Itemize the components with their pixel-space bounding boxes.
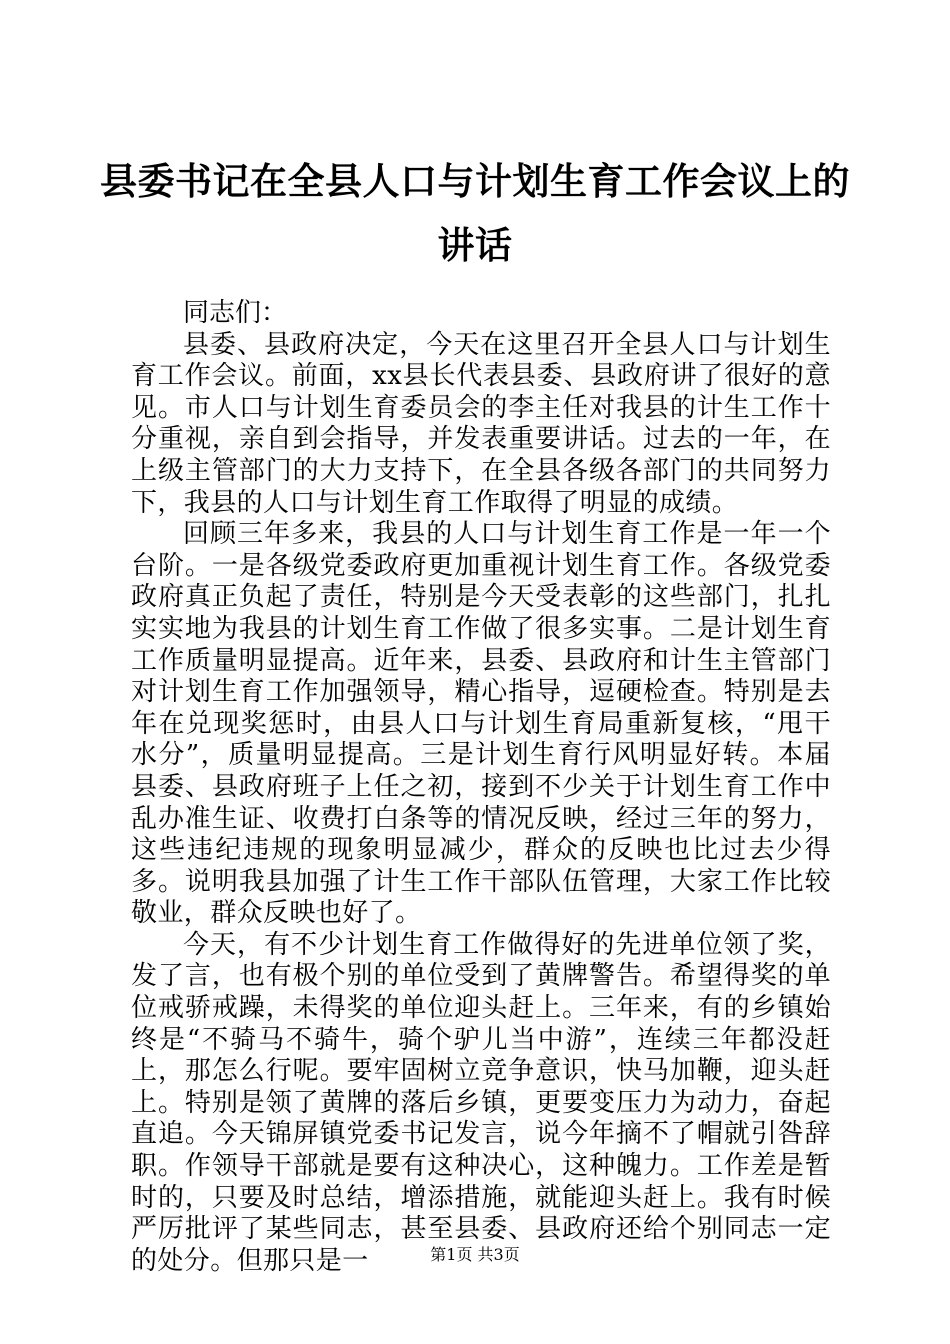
title-line-1: 县委书记在全县人口与计划生育工作会议上的 [100, 160, 850, 203]
page-number: 第1页 共3页 [430, 1245, 520, 1264]
paragraph-3: 今天，有不少计划生育工作做得好的先进单位领了奖，发了言，也有极个别的单位受到了黄牌警告。希望得奖的单位戒骄戒躁，未得奖的单位迎头赶上。三年来，有的乡镇始终是“不骑马不骑牛，骑个驴儿当中游”，连续三年都没赶上，那怎么行呢。要牢固树立竞争意识，快马加鞭，迎头赶上。特别是领了黄牌的落后乡镇，更要变压力为动力，奋起直追。今天锦屏镇党委书记发言，说今年摘不了帽就引咎辞职。作领导干部就是要有这种决心，这种魄力。工作差是暂时的，只要及时总结，增添措施，就能迎头赶上。我有时候严厉批评了某些同志，甚至县委、县政府还给个别同志一定的处分。但那只是一 [131, 929, 831, 1276]
paragraph-2: 回顾三年多来，我县的人口与计划生育工作是一年一个台阶。一是各级党委政府更加重视计划生育工作。各级党委政府真正负起了责任，特别是今天受表彰的这些部门，扎扎实实地为我县的计划生育工作做了很多实事。二是计划生育工作质量明显提高。近年来，县委、县政府和计生主管部门对计划生育工作加强领导，精心指导，逗硬检查。特别是去年在兑现奖惩时，由县人口与计划生育局重新复核，“甩干水分”，质量明显提高。三是计划生育行风明显好转。本届县委、县政府班子上任之初，接到不少关于计划生育工作中乱办准生证、收费打白条等的情况反映，经过三年的努力，这些违纪违规的现象明显减少，群众的反映也比过去少得多。说明我县加强了计生工作干部队伍管理，大家工作比较敬业，群众反映也好了。 [131, 519, 831, 929]
document-body [131, 298, 831, 1277]
title-line-2: 讲话 [437, 224, 513, 267]
salutation: 同志们： [183, 298, 288, 328]
paragraph-1: 县委、县政府决定，今天在这里召开全县人口与计划生育工作会议。前面，xx县长代表县委、县政府讲了很好的意见。市人口与计划生育委员会的李主任对我县的计生工作十分重视，亲自到会指导，并发表重要讲话。过去的一年，在上级主管部门的大力支持下，在全县各级各部门的共同努力下，我县的人口与计划生育工作取得了明显的成绩。 [131, 329, 831, 518]
document-title [80, 150, 870, 278]
page-footer [0, 1245, 950, 1265]
